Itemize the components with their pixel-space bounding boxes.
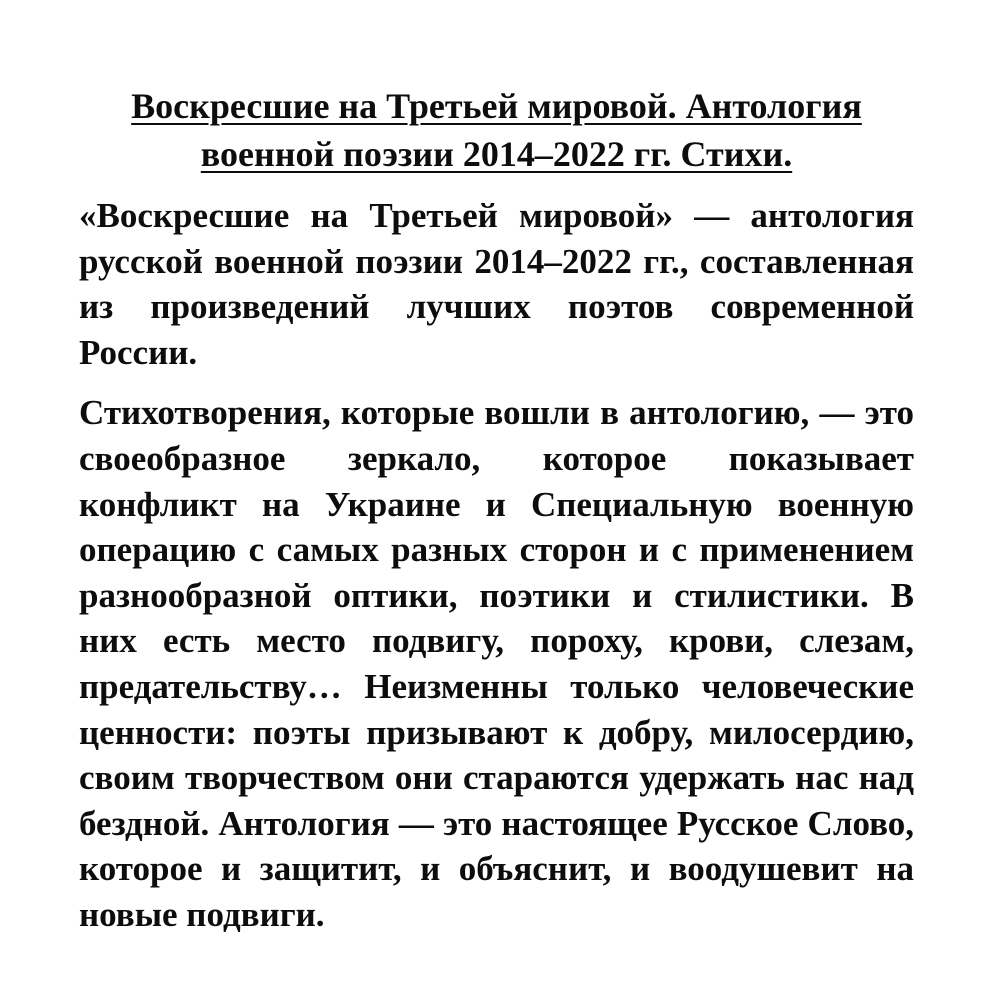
title-line-1: Воскресшие на Третьей мировой. Антология [131, 86, 862, 126]
intro-paragraph: «Воскресшие на Третьей мировой» — антология русской военной поэзии 2014–2022 гг., составленная из произведений лучших поэтов современной России. [79, 196, 914, 372]
description-paragraph: Стихотворения, которые вошли в антологию, — это своеобразное зеркало, которое показывает конфликт на Украине и Специальную военную операцию с самых разных сторон и с применением разнообразной оптики, поэтики и стилистики. В них есть место подвигу, пороху, крови, слезам, предательству… Неизменны только человеческие ценности: поэты призывают к добру, милосердию, своим творчеством они стараются удержать нас над бездной. Антология — это настоящее Русское Слово, которое и защитит, и объяснит, и воодушевит на новые подвиги. [79, 393, 914, 934]
title-line-2: военной поэзии 2014–2022 гг. Стихи. [200, 134, 793, 174]
document-title [79, 82, 914, 178]
